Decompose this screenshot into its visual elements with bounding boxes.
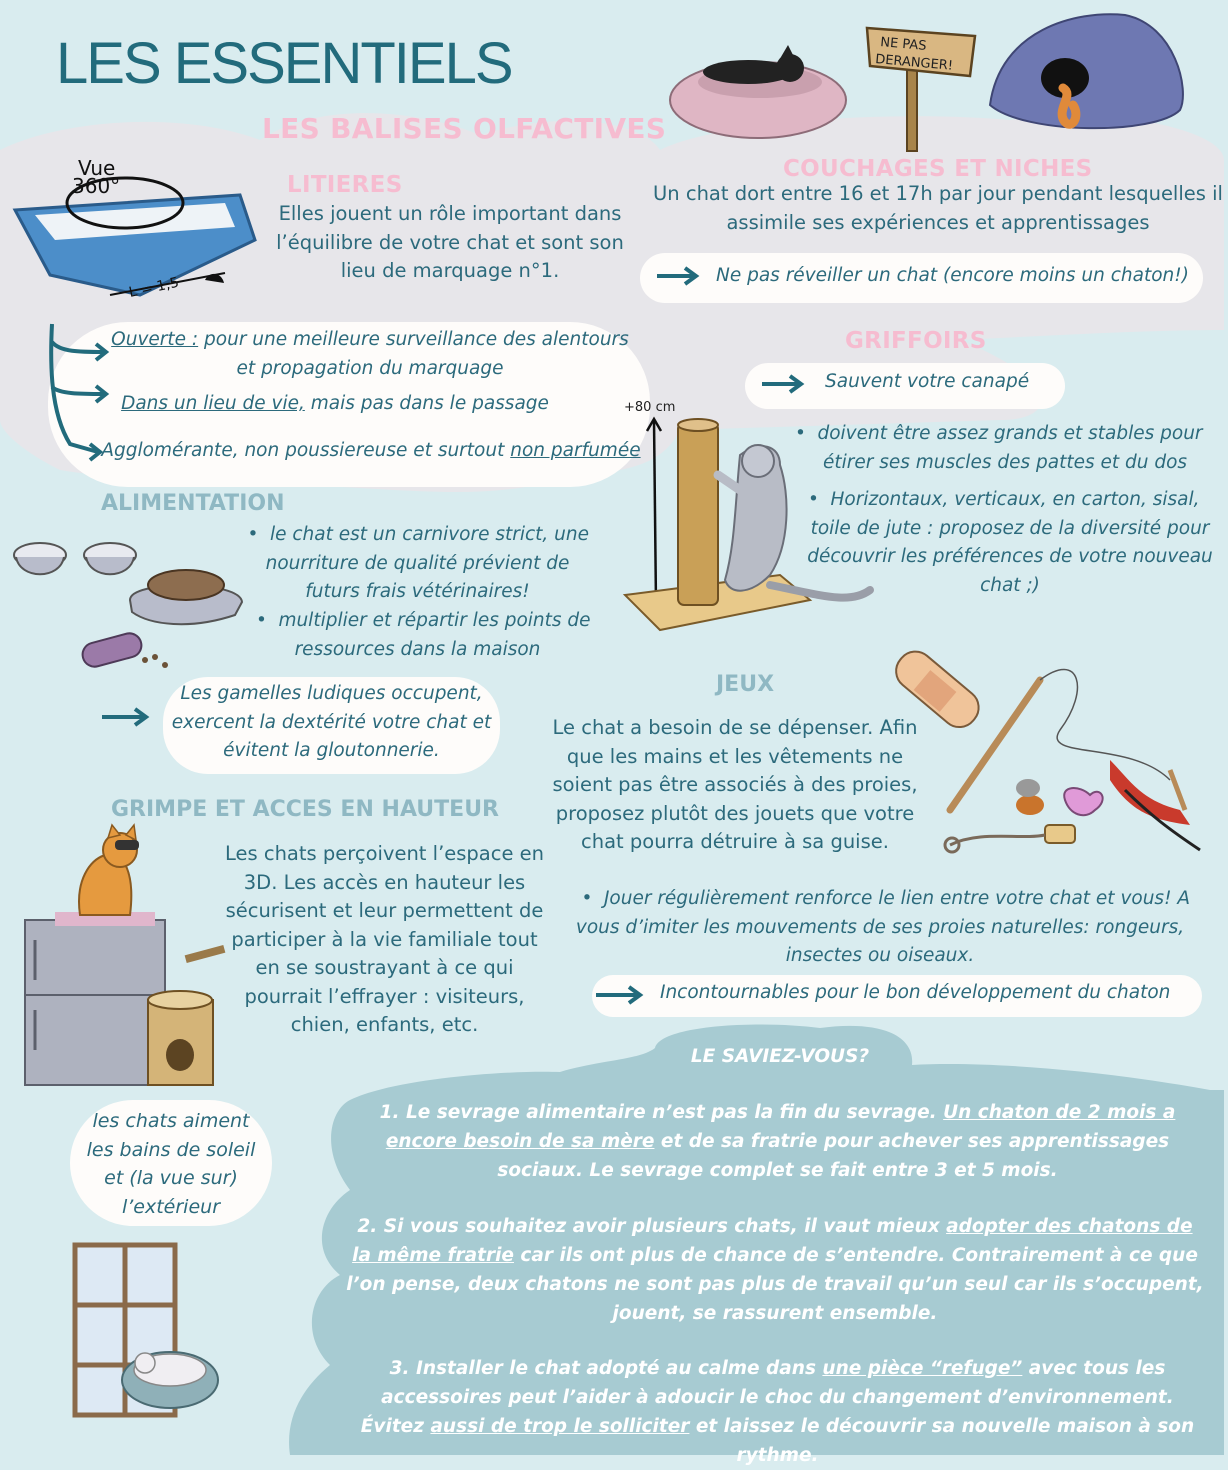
page-title: LES ESSENTIELS (56, 31, 512, 96)
svg-text:DERANGER!: DERANGER! (874, 52, 954, 74)
length-label: L = 1,5 (127, 274, 181, 301)
litieres-item-agglomerante: Agglomérante, non poussiereuse et surtout non parfumée (101, 440, 641, 461)
balises-heading: LES BALISES OLFACTIVES (262, 112, 667, 145)
saviez-heading: LE SAVIEZ-VOUS? (690, 1046, 870, 1067)
griffoirs-tip: Sauvent votre canapé (825, 371, 1030, 392)
litieres-item-ouverte: Ouverte : pour une meilleure surveillance des alentours et propagation du marquage (111, 329, 629, 379)
griffoirs-bullet-1: • doivent être assez grands et stables pour étirer ses muscles des pattes et du dos (795, 420, 1215, 477)
alimentation-tip: Les gamelles ludiques occupent, exercent la dextérité votre chat et évitent la gloutonnerie. (171, 683, 492, 761)
cat-bed-illustration (668, 40, 848, 140)
arrow-right-icon (655, 265, 700, 287)
height-label: +80 cm (624, 400, 676, 415)
vue-360-label: 360° (72, 174, 121, 198)
saviez-point-1: 1. Le sevrage alimentaire n’est pas la fin du sevrage. Un chaton de 2 mois a encore besoin de sa mère et de sa fratrie pour achever ses apprentissages sociaux. Le sevrage complet se fait entre 3 et 5 mois. (379, 1102, 1176, 1181)
saviez-point-3: 3. Installer le chat adopté au calme dans une pièce “refuge” avec tous les accessoires peut l’aider à adoucir le choc du changement d’environnement. Évitez aussi de trop le solliciter et laissez le découvrir sa nouvelle maison à son rythme. (360, 1358, 1195, 1466)
couchages-tip: Ne pas réveiller un chat (encore moins un chaton!) (716, 265, 1189, 286)
arrow-right-icon (594, 984, 644, 1006)
alimentation-bullet-1: • le chat est un carnivore strict, une nourriture de qualité prévient de futurs frais vétérinaires! (240, 521, 595, 607)
litieres-item-lieu: Dans un lieu de vie, mais pas dans le passage (121, 393, 549, 414)
arrow-right-icon (760, 373, 805, 395)
food-bowls-illustration (10, 530, 250, 675)
griffoirs-bullet-2: • Horizontaux, verticaux, en carton, sisal, toile de jute : proposez de la diversité pour découvrir les préférences de votre nouveau chat ;) (800, 486, 1220, 600)
alimentation-bullet-2: • multiplier et répartir les points de ressources dans la maison (240, 607, 595, 664)
jeux-bullet: • Jouer régulièrement renforce le lien entre votre chat et vous! A vous d’imiter les mouvements de ses proies naturelles: rongeurs, insectes ou oiseaux. (560, 885, 1200, 971)
grimpe-text: Les chats perçoivent l’espace en 3D. Les accès en hauteur les sécurisent et leur permettent de participer à la vie familiale tout en se soustrayant à ce qui pourrait l’effrayer : visiteurs, chien, enfants, etc. (224, 842, 545, 1036)
jeux-heading: JEUX (716, 672, 775, 697)
grimpe-heading: GRIMPE ET ACCES EN HAUTEUR (111, 797, 499, 822)
jeux-tip: Incontournables pour le bon développement du chaton (660, 982, 1171, 1003)
arrow-right-icon (100, 706, 150, 728)
griffoirs-heading: GRIFFOIRS (845, 328, 987, 354)
saviez-point-2: 2. Si vous souhaitez avoir plusieurs chats, il vaut mieux adopter des chatons de la même fratrie car ils ont plus de chance de s’entendre. Contrairement à ce que l’on pense, deux chatons ne sont pas plus de travail qu’un seul car ils s’occupent, jouent, se rassurent ensemble. (346, 1216, 1204, 1324)
svg-text:NE PAS: NE PAS (879, 35, 928, 55)
couchages-heading: COUCHAGES ET NICHES (783, 156, 1093, 182)
litter-box-illustration (10, 155, 265, 305)
window-cat-illustration (70, 1235, 230, 1425)
vue-label: Vue (78, 156, 116, 180)
litieres-text: Elles jouent un rôle important dans l’équilibre de votre chat et sont son lieu de marquage n°1. (276, 202, 624, 282)
cat-cave-illustration (985, 10, 1190, 140)
litieres-heading: LITIERES (287, 172, 403, 198)
cat-toys-illustration (880, 650, 1220, 880)
couchages-text: Un chat dort entre 16 et 17h par jour pendant lesquelles il assimile ses expériences et apprentissages (653, 182, 1223, 234)
alimentation-heading: ALIMENTATION (101, 491, 285, 516)
do-not-disturb-sign (865, 18, 985, 153)
jeux-text: Le chat a besoin de se dépenser. Afin que les mains et les vêtements ne soient pas être associés à des proies, proposez plutôt des jouets que votre chat pourra détruire à sa guise. (552, 716, 918, 853)
sun-bubble-text: les chats aiment les bains de soleil et (la vue sur) l’extérieur (86, 1110, 256, 1218)
cat-on-fridge-illustration (20, 820, 235, 1090)
